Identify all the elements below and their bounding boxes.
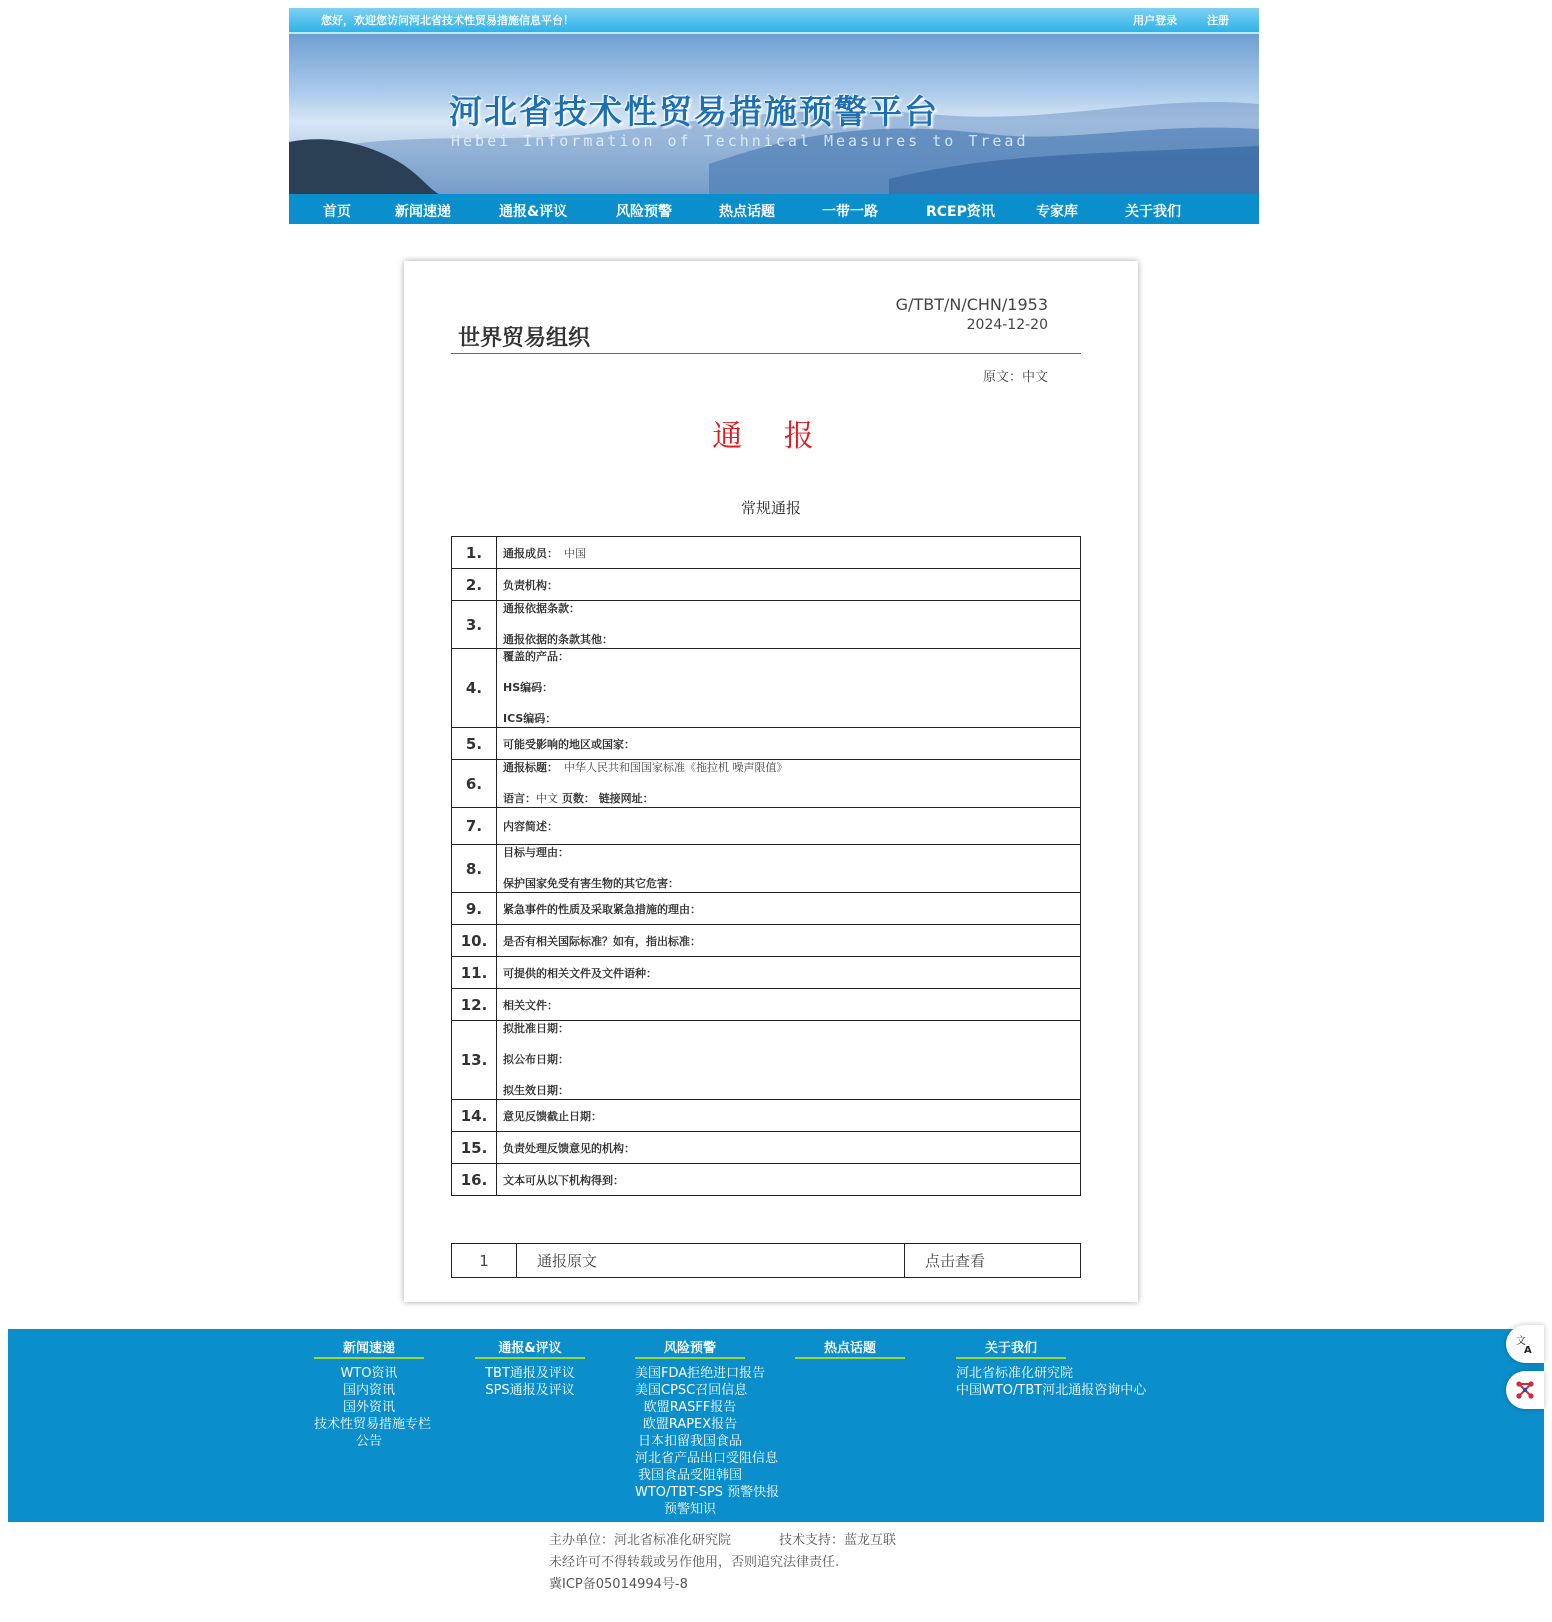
row-number: 2.: [452, 569, 497, 601]
field-label: 目标与理由：: [503, 846, 569, 859]
svg-text:文: 文: [1516, 1336, 1526, 1347]
field-label: 通报成员：: [503, 546, 558, 560]
field-value: 中文: [536, 792, 558, 805]
table-row: [452, 537, 1081, 569]
footer-link[interactable]: 河北省标准化研究院: [956, 1366, 1074, 1381]
field-label: 覆盖的产品：: [503, 650, 569, 663]
row-content: [497, 1164, 1081, 1196]
footer-link[interactable]: 欧盟RAPEX报告: [642, 1417, 738, 1432]
row-content: [497, 1100, 1081, 1132]
row-number: 4.: [452, 649, 497, 728]
footer-link[interactable]: 国内资讯: [342, 1383, 395, 1398]
field-label: 可能受影响的地区或国家：: [503, 737, 635, 751]
footer-link[interactable]: 日本扣留我国食品: [637, 1434, 742, 1449]
footer-column-notification: [475, 1337, 585, 1399]
field-label: 是否有相关国际标准？如有，指出标准：: [503, 934, 701, 948]
banner-subtitle: Hebei Information of Technical Measures to Tread: [451, 132, 1029, 150]
document-title: 通 报: [712, 419, 830, 454]
footer-link[interactable]: 中国WTO/TBT河北通报咨询中心: [956, 1383, 1147, 1398]
field-label: 负责处理反馈意见的机构：: [503, 1141, 635, 1155]
tech-support: 技术支持：蓝龙互联: [779, 1533, 897, 1548]
row-number: 8.: [452, 845, 497, 893]
icp-number[interactable]: 冀ICP备05014994号-8: [549, 1577, 688, 1592]
nav-notification[interactable]: 通报&评议: [499, 204, 568, 220]
top-bar: [289, 8, 1259, 34]
field-value: 中国: [564, 546, 586, 560]
table-row: [452, 989, 1081, 1021]
footer-link[interactable]: 欧盟RASFF报告: [643, 1400, 737, 1415]
row-content: [497, 537, 1081, 569]
row-content: [497, 1132, 1081, 1164]
footer-column-about: [956, 1337, 1156, 1399]
field-label: 拟批准日期：: [503, 1022, 569, 1035]
field-label: 语言：: [503, 792, 536, 805]
footer-link[interactable]: 美国CPSC召回信息: [635, 1383, 748, 1398]
row-number: 14.: [452, 1100, 497, 1132]
organization-name: 世界贸易组织: [458, 326, 591, 351]
field-label: 保护国家免受有害生物的其它危害：: [503, 877, 679, 890]
field-label: 拟公布日期：: [503, 1053, 569, 1066]
site-header: [289, 8, 1259, 224]
footer-link[interactable]: 公告: [355, 1434, 382, 1449]
nav-belt-road[interactable]: 一带一路: [822, 204, 878, 220]
nav-risk-warning[interactable]: 风险预警: [616, 204, 672, 220]
login-link[interactable]: 用户登录: [1133, 14, 1178, 27]
row-content: [497, 569, 1081, 601]
translate-button[interactable]: [1506, 1325, 1544, 1363]
footer-link[interactable]: WTO资讯: [340, 1366, 398, 1381]
footer-link[interactable]: SPS通报及评议: [485, 1383, 575, 1398]
footer-column-heading: 新闻速递: [314, 1337, 424, 1359]
file-name: 通报原文: [517, 1244, 905, 1278]
table-row: [452, 957, 1081, 989]
field-label: HS编码：: [503, 681, 554, 694]
row-content: [497, 1021, 1081, 1100]
field-label: 意见反馈截止日期：: [503, 1109, 602, 1123]
svg-text:A: A: [1524, 1345, 1532, 1354]
footer-column-heading: 通报&评议: [475, 1337, 585, 1359]
row-number: 5.: [452, 728, 497, 760]
field-label: ICS编码：: [503, 712, 557, 725]
row-content: [497, 601, 1081, 649]
table-row: [452, 925, 1081, 957]
field-value: 中华人民共和国国家标准《拖拉机 噪声限值》: [564, 761, 788, 774]
field-label: 通报标题：: [503, 761, 558, 774]
user-links: [1107, 12, 1229, 28]
table-row: [452, 893, 1081, 925]
notification-table: [451, 536, 1081, 1196]
field-label: 负责机构：: [503, 578, 558, 592]
footer-column-heading: 关于我们: [956, 1337, 1066, 1359]
row-number: 11.: [452, 957, 497, 989]
footer-link[interactable]: TBT通报及评议: [485, 1366, 575, 1381]
table-row: [452, 808, 1081, 845]
attachments-table: [451, 1243, 1081, 1278]
table-row: [452, 1164, 1081, 1196]
field-label: 可提供的相关文件及文件语种：: [503, 966, 657, 980]
document-date: 2024-12-20: [966, 317, 1048, 333]
banner-title: 河北省技术性贸易措施预警平台: [449, 92, 939, 131]
ai-assistant-button[interactable]: [1506, 1371, 1544, 1409]
copyright-notice: 未经许可不得转载或另作他用，否则追究法律责任.: [549, 1555, 840, 1570]
nav-rcep[interactable]: RCEP资讯: [926, 204, 995, 220]
footer-link[interactable]: 河北省产品出口受阻信息: [635, 1451, 779, 1466]
row-number: 6.: [452, 760, 497, 808]
nav-news[interactable]: 新闻速递: [395, 204, 451, 220]
table-row: [452, 1021, 1081, 1100]
row-content: [497, 893, 1081, 925]
document-subtitle: 常规通报: [740, 499, 801, 517]
file-index: 1: [452, 1244, 517, 1278]
row-number: 15.: [452, 1132, 497, 1164]
table-row: [452, 760, 1081, 808]
notification-document: [404, 261, 1138, 1302]
row-content: [497, 760, 1081, 808]
banner: [289, 34, 1259, 194]
footer-column-hot: [795, 1337, 905, 1365]
field-label: 通报依据条款：: [503, 602, 580, 615]
row-number: 9.: [452, 893, 497, 925]
row-number: 3.: [452, 601, 497, 649]
footer-link[interactable]: 预警知识: [663, 1502, 716, 1517]
footer-link[interactable]: WTO/TBT-SPS 预警快报: [635, 1485, 780, 1500]
divider: [451, 353, 1081, 354]
row-content: [497, 989, 1081, 1021]
nav-about[interactable]: 关于我们: [1125, 204, 1181, 220]
field-label: 链接网址：: [598, 792, 654, 805]
row-content: [497, 925, 1081, 957]
row-number: 1.: [452, 537, 497, 569]
field-label: 相关文件：: [503, 998, 558, 1012]
footer-column-heading: 热点话题: [795, 1337, 905, 1359]
footer-link[interactable]: 我国食品受阻韩国: [637, 1468, 742, 1483]
network-icon: [1514, 1379, 1536, 1401]
welcome-text: 您好，欢迎您访问河北省技术性贸易措施信息平台！: [321, 14, 574, 27]
field-label: 文本可从以下机构得到：: [503, 1173, 624, 1187]
footer-link[interactable]: 美国FDA拒绝进口报告: [635, 1366, 766, 1381]
nav-home[interactable]: 首页: [323, 204, 351, 220]
original-language: 原文：中文: [982, 370, 1048, 385]
row-number: 7.: [452, 808, 497, 845]
footer-info: [549, 1530, 896, 1596]
row-number: 13.: [452, 1021, 497, 1100]
row-number: 16.: [452, 1164, 497, 1196]
table-row: [452, 845, 1081, 893]
view-file-link[interactable]: 点击查看: [905, 1244, 1081, 1278]
nav-experts[interactable]: 专家库: [1036, 204, 1078, 220]
table-row: [452, 1132, 1081, 1164]
translate-icon: [1515, 1334, 1535, 1354]
row-number: 10.: [452, 925, 497, 957]
footer-column-risk: [635, 1337, 780, 1518]
field-label: 紧急事件的性质及采取紧急措施的理由：: [503, 902, 701, 916]
table-row: [452, 601, 1081, 649]
row-number: 12.: [452, 989, 497, 1021]
row-content: [497, 808, 1081, 845]
footer-link[interactable]: 国外资讯: [342, 1400, 395, 1415]
row-content: [497, 845, 1081, 893]
field-label: 通报依据的条款其他：: [503, 633, 613, 646]
table-row: [452, 1244, 1081, 1278]
row-content: [497, 649, 1081, 728]
nav-hot-topics[interactable]: 热点话题: [719, 204, 775, 220]
field-label: 页数：: [561, 792, 595, 805]
table-row: [452, 1100, 1081, 1132]
field-label: 内容简述：: [503, 820, 558, 833]
document-code: G/TBT/N/CHN/1953: [895, 295, 1048, 314]
table-row: [452, 728, 1081, 760]
main-nav: [289, 194, 1259, 224]
register-link[interactable]: 注册: [1207, 14, 1229, 27]
site-footer: [8, 1329, 1544, 1522]
row-content: [497, 728, 1081, 760]
footer-column-news: [314, 1337, 432, 1450]
footer-column-heading: 风险预警: [635, 1337, 745, 1359]
field-label: 拟生效日期：: [503, 1084, 569, 1097]
row-content: [497, 957, 1081, 989]
footer-link[interactable]: 技术性贸易措施专栏: [314, 1417, 432, 1432]
table-row: [452, 649, 1081, 728]
host-unit: 主办单位：河北省标准化研究院: [549, 1533, 732, 1548]
table-row: [452, 569, 1081, 601]
